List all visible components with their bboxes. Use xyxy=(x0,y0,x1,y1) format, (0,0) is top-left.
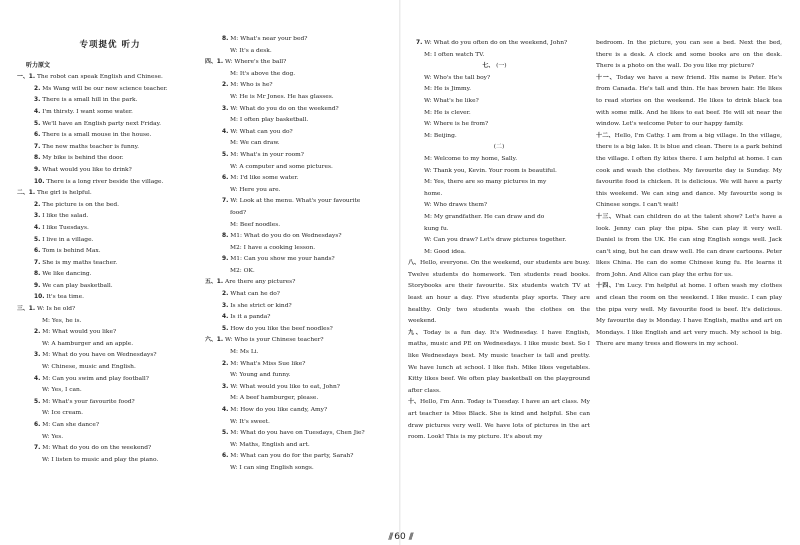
item-text: food? xyxy=(230,209,247,216)
item-number: 3. xyxy=(34,352,41,359)
item-text: M: My grandfather. He can draw and do xyxy=(424,213,545,220)
transcript-line xyxy=(214,451,390,463)
transcript-line xyxy=(214,220,390,232)
paragraph-10-continued: bedroom. In the picture, you can see a bed. Next the bed, there is a desk. A clock and some books are on the desk. There is a photo on the wall. Do you like my picture? xyxy=(596,40,782,70)
paragraph-11: 十一、Today we have a new friend. His name is Peter. He's from Canada. He's tall and thin. He has brown hair. He likes to read stories on the weekend. He likes to drink black tea with some milk. And he likes to eat beef. He will sit near the window. Let's welcome Peter to our happy family. xyxy=(596,74,783,128)
paragraph-12: 十二、Hello, I'm Cathy. I am from a big village. In the village, there is a big lake. It is blue and clean. There is a park behind the village. I often fly kites there. I am helpful at home. I can cook and wash the clothes. My favourite day is Sunday. My favourite food is chicken. It is delicious. We will have a party this weekend. We can sing and dance. My favourite song is Chinese songs. I can't wait! xyxy=(596,132,782,209)
item-text: W: Here you are. xyxy=(230,186,281,193)
item-text: M: It's above the dog. xyxy=(230,70,296,77)
item-text: M: Can you swim and play football? xyxy=(42,375,149,382)
item-number: 2. xyxy=(34,201,41,208)
transcript-line xyxy=(214,80,390,92)
transcript-line xyxy=(26,316,194,328)
transcript-line xyxy=(26,258,194,270)
transcript-line xyxy=(214,266,390,278)
item-number: 8. xyxy=(34,155,41,162)
item-text: W: Can you draw? Let's draw pictures together. xyxy=(424,237,567,244)
item-text: The girl is helpful. xyxy=(37,190,92,197)
column-4 xyxy=(596,38,782,351)
item-text: We'll have an English party next Friday. xyxy=(42,120,162,127)
transcript-line xyxy=(26,443,194,455)
item-number: 2. xyxy=(222,82,229,89)
item-text: The new maths teacher is funny. xyxy=(42,143,140,150)
item-number: 8. xyxy=(222,36,229,42)
section-label: 听力原文 xyxy=(26,61,51,69)
transcript-line xyxy=(408,212,590,224)
item-text: It's tea time. xyxy=(46,294,84,301)
item-number: 二、1. xyxy=(17,190,36,197)
item-number: 3. xyxy=(34,97,41,104)
item-number: 6. xyxy=(34,248,41,255)
item-text: W: What do you do on the weekend? xyxy=(230,105,339,112)
transcript-line xyxy=(26,339,194,351)
transcript-line xyxy=(214,382,390,394)
item-text: W: Ice cream. xyxy=(42,410,83,417)
transcript-line xyxy=(205,57,390,69)
transcript-line xyxy=(214,185,390,197)
column-1 xyxy=(17,34,194,466)
item-text: I like the salad. xyxy=(42,213,89,220)
item-text: M: He is Jimmy. xyxy=(424,86,471,93)
item-text: M: What's Miss Sue like? xyxy=(230,360,306,367)
transcript-line xyxy=(408,224,590,236)
item-text: We can play basketball. xyxy=(42,282,113,289)
item-text: Is it a panda? xyxy=(230,314,271,321)
transcript-line xyxy=(214,34,390,46)
transcript-line xyxy=(205,277,390,289)
transcript-line xyxy=(205,335,390,347)
transcript-line xyxy=(408,200,590,212)
item-text: W: Chinese, music and English. xyxy=(42,364,136,371)
item-number: 6. xyxy=(34,422,41,428)
item-text: Is she strict or kind? xyxy=(230,302,292,309)
item-text: M: Beijing. xyxy=(424,132,457,139)
transcript-line xyxy=(408,247,590,259)
item-number: 2. xyxy=(222,360,229,367)
item-number: 5. xyxy=(34,398,41,405)
item-number: 5. xyxy=(34,236,41,243)
transcript-line xyxy=(26,385,194,397)
transcript-line xyxy=(214,138,390,150)
transcript-line xyxy=(408,131,590,143)
item-number: 4. xyxy=(222,407,229,413)
transcript-line xyxy=(408,154,590,166)
item-number: 4. xyxy=(34,375,41,382)
item-text: (二) xyxy=(493,144,505,151)
item-number: 5. xyxy=(34,120,41,127)
item-text: W: Yes. xyxy=(42,433,64,440)
page-number: /// 60 /// xyxy=(388,532,412,542)
transcript-line xyxy=(408,96,590,108)
transcript-line xyxy=(214,243,390,255)
item-text: M2: I have a cooking lesson. xyxy=(230,244,316,251)
transcript-line xyxy=(214,173,390,185)
item-text: W: What do you often do on the weekend, John? xyxy=(424,40,568,46)
item-number: 9. xyxy=(34,166,41,173)
item-number: 7. xyxy=(222,198,229,205)
item-text: W: A hamburger and an apple. xyxy=(42,340,134,347)
transcript-line xyxy=(214,370,390,382)
item-text: How do you like the beef noodles? xyxy=(230,325,333,332)
item-text: I like Tuesdays. xyxy=(42,224,89,231)
paragraph-13: 十三、What can children do at the talent show? Let's have a look. Jenny can play the pipa. She can play it very well. Daniel is from the UK. He can sing English songs well. Jack can't sing, but he can draw well. He can draw cartoons. Peter likes China. He can do some Chinese kung fu. He learns it from John. And Alice can play the erhu for us. xyxy=(596,213,782,278)
item-text: M: We can draw. xyxy=(230,140,280,147)
item-number: 2. xyxy=(34,329,41,336)
item-text: W: I can sing English songs. xyxy=(230,464,314,471)
transcript-line xyxy=(214,104,390,116)
item-text: The robot can speak English and Chinese. xyxy=(37,74,163,81)
item-number: 7. xyxy=(34,445,41,452)
page-title: 专项提优 听力 xyxy=(79,40,141,50)
paragraph-9: 九、Today is a fun day. It's Wednesday. I have English, maths, music and PE on Wednesdays. I like music best. So I like Wednesdays best. My music teacher is tall and pretty. We have lunch at school. I like fish. Mike likes vegetables. Kitty likes beef. We often play basketball on the playground after class. xyxy=(408,329,591,394)
item-text: M1: Can you show me your hands? xyxy=(230,256,335,263)
transcript-line xyxy=(408,235,590,247)
transcript-line xyxy=(214,254,390,266)
item-text: M: Yes, he is. xyxy=(42,317,82,324)
item-text: W: What's he like? xyxy=(424,97,479,104)
item-number: 七、 xyxy=(482,63,495,70)
item-text: W: What can you do? xyxy=(230,128,293,135)
item-text: M: Good idea. xyxy=(424,248,466,255)
item-number: 10. xyxy=(34,178,45,185)
transcript-line xyxy=(408,38,590,50)
transcript-line xyxy=(26,246,194,258)
item-number: 4. xyxy=(34,108,41,115)
item-text: M: Welcome to my home, Sally. xyxy=(424,155,518,162)
item-text: She is my maths teacher. xyxy=(42,259,118,266)
item-number: 3. xyxy=(222,383,229,390)
transcript-line xyxy=(26,408,194,420)
item-text: Are there any pictures? xyxy=(225,279,296,286)
item-text: I'm thirsty. I want some water. xyxy=(42,108,133,115)
transcript-line xyxy=(408,119,590,131)
col1-lines xyxy=(17,72,194,466)
transcript-line xyxy=(26,455,194,467)
transcript-line xyxy=(26,153,194,165)
item-text: I live in a village. xyxy=(42,236,94,243)
item-text: There is a small mouse in the house. xyxy=(42,132,152,139)
transcript-line xyxy=(26,327,194,339)
item-number: 3. xyxy=(222,105,229,112)
transcript-line xyxy=(214,347,390,359)
transcript-line xyxy=(408,189,590,201)
item-text: There is a small hill in the park. xyxy=(42,97,138,104)
transcript-line xyxy=(26,420,194,432)
item-number: 2. xyxy=(34,85,41,92)
transcript-line xyxy=(26,374,194,386)
transcript-line xyxy=(214,231,390,243)
item-text: M: Ms Li. xyxy=(230,349,259,356)
item-number: 四、1. xyxy=(205,59,224,66)
item-text: There is a long river beside the village. xyxy=(46,178,164,185)
transcript-line xyxy=(214,405,390,417)
transcript-line xyxy=(408,50,590,62)
item-text: What would you like to drink? xyxy=(42,166,132,173)
transcript-line xyxy=(214,92,390,104)
transcript-line xyxy=(17,304,194,316)
item-text: M: What would you like? xyxy=(42,329,117,336)
item-number: 4. xyxy=(222,128,229,135)
item-text: M2: OK. xyxy=(230,267,255,274)
item-text: W: Who draws them? xyxy=(424,202,488,209)
transcript-line xyxy=(214,150,390,162)
item-text: W: Is he old? xyxy=(37,306,76,313)
transcript-line xyxy=(26,142,194,154)
transcript-line xyxy=(408,108,590,120)
item-number: 4. xyxy=(34,224,41,231)
paragraph-10: 十、Hello, I'm Ann. Today is Tuesday. I have an art class. My art teacher is Miss Black. She is kind and helpful. She can draw pictures very well. We have lots of pictures in the art room. Look! This is my picture. It's about my xyxy=(408,399,591,441)
item-number: 五、1. xyxy=(205,279,224,286)
item-text: M: I often play basketball. xyxy=(230,117,309,124)
transcript-line xyxy=(26,165,194,177)
item-text: Ms Wang will be our new science teacher. xyxy=(42,85,168,92)
col2-lines xyxy=(205,34,390,475)
transcript-line xyxy=(26,223,194,235)
transcript-line xyxy=(26,281,194,293)
transcript-line xyxy=(214,115,390,127)
transcript-line xyxy=(214,428,390,440)
item-text: W: It's sweet. xyxy=(230,418,270,425)
transcript-line xyxy=(214,359,390,371)
item-text: (一) xyxy=(496,63,507,70)
item-number: 一、1. xyxy=(17,74,36,81)
transcript-line xyxy=(214,417,390,429)
item-text: W: Young and funny. xyxy=(230,372,291,379)
item-number: 5. xyxy=(222,151,229,158)
transcript-line xyxy=(26,235,194,247)
transcript-line xyxy=(214,301,390,313)
right-page xyxy=(400,0,800,545)
item-text: M: What's in your room? xyxy=(230,151,304,158)
item-number: 8. xyxy=(222,233,229,240)
transcript-line xyxy=(26,211,194,223)
item-text: M: How do you like candy, Amy? xyxy=(230,407,328,413)
item-text: home. xyxy=(424,190,443,197)
item-text: What can he do? xyxy=(230,291,280,298)
paragraph-8: 八、Hello, everyone. On the weekend, our students are busy. Twelve students do homework. Ten students read books. Storybooks are their favourite. Six students watch TV at least an hour a day. Five students play sports. They are healthy. Only two students wash the clothes on the weekend. xyxy=(408,260,591,325)
item-number: 3. xyxy=(34,213,41,220)
item-number: 7. xyxy=(34,259,41,266)
transcript-line xyxy=(26,119,194,131)
item-text: W: Yes, I can. xyxy=(42,387,82,394)
column-2 xyxy=(205,34,390,475)
item-text: M1: What do you do on Wednesdays? xyxy=(230,233,342,240)
item-number: 5. xyxy=(222,325,229,332)
item-number: 9. xyxy=(34,282,41,289)
item-text: M: A beef hamburger, please. xyxy=(230,395,319,402)
transcript-line xyxy=(26,269,194,281)
item-text: The picture is on the bed. xyxy=(42,201,120,208)
item-number: 6. xyxy=(34,132,41,139)
item-number: 2. xyxy=(222,291,229,298)
item-text: M: I'd like some water. xyxy=(230,175,299,182)
transcript-line xyxy=(26,292,194,304)
item-text: W: It's a desk. xyxy=(230,47,272,54)
transcript-line xyxy=(26,200,194,212)
transcript-line xyxy=(214,127,390,139)
transcript-line xyxy=(26,84,194,96)
item-text: W: Who is your Chinese teacher? xyxy=(225,337,324,344)
item-number: 6. xyxy=(222,175,229,182)
item-number: 7. xyxy=(34,143,41,150)
item-text: W: Look at the menu. What's your favourite xyxy=(230,198,361,205)
transcript-line xyxy=(214,312,390,324)
paragraph-14: 十四、I'm Lucy. I'm helpful at home. I often wash my clothes and clean the room on the weekend. I like music. I can play the pipa very well. My favourite food is beef. It's delicious. My favourite day is Monday. I have English, maths and art on Mondays. I like English and art very much. My school is big. There are many trees and flowers in my school. xyxy=(596,283,782,348)
item-text: W: Who's the tall boy? xyxy=(424,74,491,81)
transcript-line xyxy=(214,324,390,336)
transcript-line xyxy=(214,289,390,301)
item-text: M: Yes, there are so many pictures in my xyxy=(424,179,547,186)
item-number: 5. xyxy=(222,430,229,437)
item-text: M: Can she dance? xyxy=(42,422,99,428)
transcript-line xyxy=(17,72,194,84)
transcript-line xyxy=(26,432,194,444)
column-3 xyxy=(408,38,590,444)
transcript-line xyxy=(214,196,390,208)
transcript-line xyxy=(214,46,390,58)
item-text: Tom is behind Max. xyxy=(42,248,101,255)
transcript-line xyxy=(408,73,590,85)
item-text: M: What can you do for the party, Sarah? xyxy=(230,453,354,460)
transcript-line xyxy=(17,188,194,200)
item-text: My bike is behind the door. xyxy=(42,155,124,162)
item-text: We like dancing. xyxy=(42,271,92,278)
item-text: W: He is Mr Jones. He has glasses. xyxy=(230,93,334,100)
item-text: M: What's near your bed? xyxy=(230,36,308,42)
transcript-line xyxy=(26,362,194,374)
item-text: W: Maths, English and art. xyxy=(230,441,310,448)
item-text: kung fu. xyxy=(424,225,449,232)
item-text: M: Who is he? xyxy=(230,82,273,89)
item-number: 三、1. xyxy=(17,306,36,313)
item-text: M: What do you do on the weekend? xyxy=(42,445,152,452)
transcript-line xyxy=(26,95,194,107)
item-text: W: I listen to music and play the piano. xyxy=(42,456,159,463)
item-number: 8. xyxy=(34,271,41,278)
item-number: 6. xyxy=(222,453,229,460)
item-text: W: What would you like to eat, John? xyxy=(230,383,340,390)
item-text: W: Thank you, Kevin. Your room is beautiful. xyxy=(424,167,557,174)
transcript-line xyxy=(214,393,390,405)
item-text: M: What do you have on Wednesdays? xyxy=(42,352,157,359)
transcript-line xyxy=(214,69,390,81)
transcript-line xyxy=(214,440,390,452)
item-number: 7. xyxy=(416,40,423,46)
item-text: W: Where is he from? xyxy=(424,121,489,128)
transcript-line xyxy=(408,166,590,178)
item-text: M: Beef noodles. xyxy=(230,221,281,228)
item-number: 3. xyxy=(222,302,229,309)
transcript-line xyxy=(408,61,590,73)
item-text: W: Where's the ball? xyxy=(225,59,287,66)
item-text: M: He is clever. xyxy=(424,109,471,116)
col3-lines xyxy=(408,38,590,258)
transcript-line xyxy=(26,397,194,409)
transcript-line xyxy=(26,130,194,142)
transcript-line xyxy=(26,177,194,189)
transcript-line xyxy=(26,350,194,362)
item-text: W: A computer and some pictures. xyxy=(230,163,333,170)
item-number: 9. xyxy=(222,256,229,263)
item-number: 10. xyxy=(34,294,45,301)
transcript-line xyxy=(214,162,390,174)
transcript-line xyxy=(26,107,194,119)
item-text: M: What do you have on Tuesdays, Chen Jie? xyxy=(230,430,365,437)
transcript-line xyxy=(408,177,590,189)
transcript-line xyxy=(214,463,390,475)
item-text: M: I often watch TV. xyxy=(424,51,485,58)
transcript-line xyxy=(408,142,590,154)
transcript-line xyxy=(214,208,390,220)
item-number: 4. xyxy=(222,314,229,321)
item-number: 六、1. xyxy=(205,337,224,344)
transcript-line xyxy=(408,84,590,96)
item-text: M: What's your favourite food? xyxy=(42,398,135,405)
